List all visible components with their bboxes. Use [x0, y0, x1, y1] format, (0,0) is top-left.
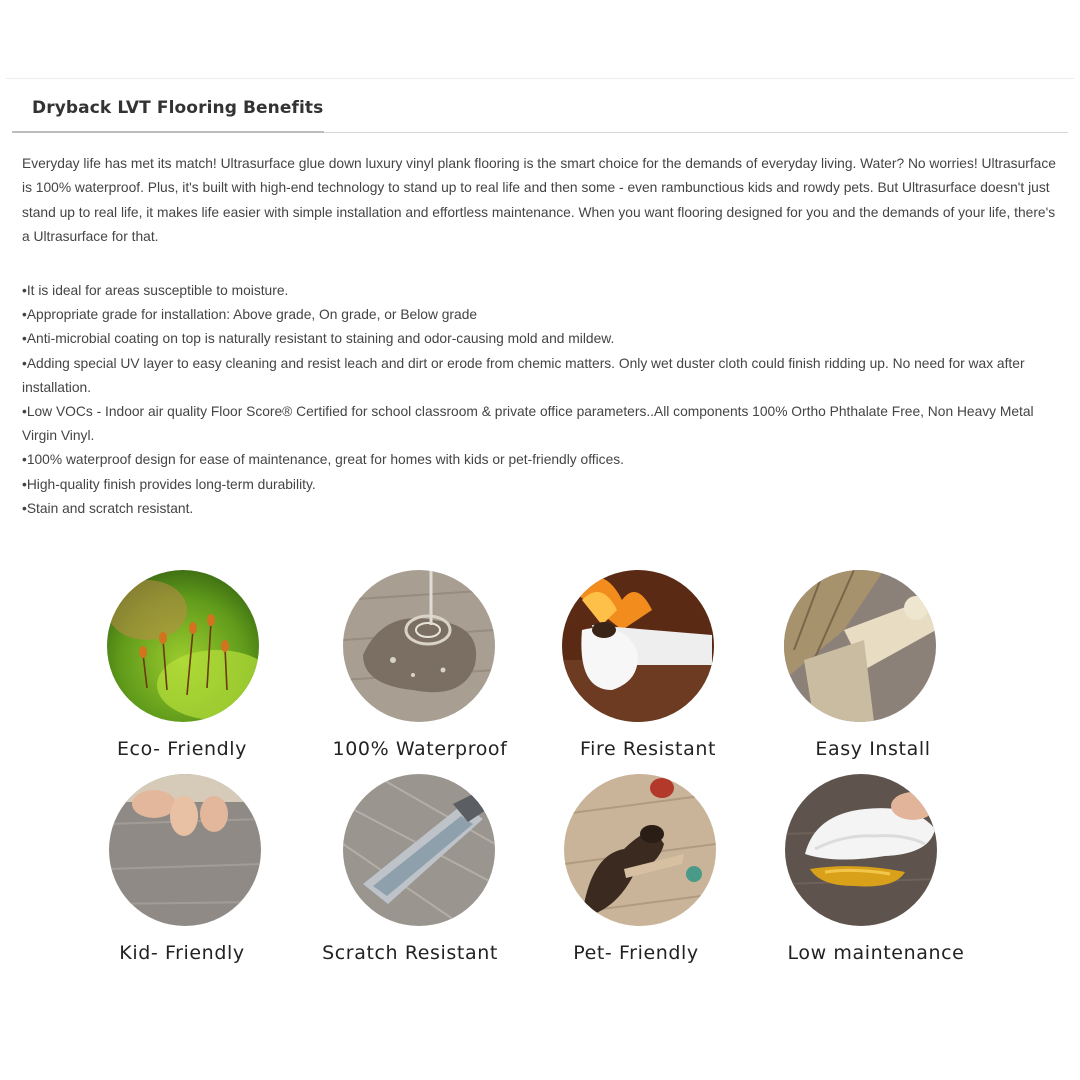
baby-feet-photo [109, 774, 261, 926]
burning-plank-photo [562, 570, 714, 722]
header-underline-accent [12, 131, 324, 133]
benefit-item: •Low VOCs - Indoor air quality Floor Score® Certified for school classroom & private office parameters..All components 100% Ortho Phthalate Free, Non Heavy Metal Virgin Vinyl. [22, 404, 1034, 444]
benefit-item: •High-quality finish provides long-term durability. [22, 476, 316, 492]
benefit-item: •Stain and scratch resistant. [22, 500, 194, 516]
feature-label: Kid- Friendly [119, 942, 245, 964]
feature-label: Fire Resistant [579, 738, 717, 760]
feature-label: 100% Waterproof [332, 738, 508, 760]
water-splash-photo [343, 570, 495, 722]
feature-label: Pet- Friendly [573, 942, 699, 964]
feature-label: Easy Install [815, 738, 931, 760]
feature-label: Low maintenance [787, 942, 965, 964]
feature-label: Scratch Resistant [322, 942, 498, 964]
feature-label: Eco- Friendly [116, 738, 248, 760]
product-description: Everyday life has met its match! Ultrasurface glue down luxury vinyl plank flooring is the smart choice for the demands of everyday living. Water? No worries! Ultrasurface is 100% waterproof. Plus, it's built with high-end technology to stand up to real life and then some - even rambunctious kids and rowdy pets. But Ultrasurface doesn't just stand up to real life, it makes life easier with simple installation and effortless maintenance. When you want flooring designed for you and the demands of your life, there's a Ultrasurface for that. [22, 156, 1056, 244]
benefit-item: •Anti-microbial coating on top is naturally resistant to staining and odor-causing mold and mildew. [22, 331, 615, 347]
benefit-item: •100% waterproof design for ease of maintenance, great for homes with kids or pet-friendly offices. [22, 452, 624, 468]
section-header [12, 84, 1068, 134]
benefit-list [22, 279, 1062, 521]
dog-on-floor-photo [564, 774, 716, 926]
benefit-item: •It is ideal for areas susceptible to moisture. [22, 283, 289, 298]
section-title: Dryback LVT Flooring Benefits [32, 98, 324, 118]
benefit-item: •Adding special UV layer to easy cleaning and resist leach and dirt or erode from chemic matters. Only wet duster cloth could finish ridding up. No need for wax after installation. [22, 355, 1025, 395]
top-divider [6, 78, 1074, 79]
click-lock-plank-photo [784, 570, 936, 722]
benefit-item: •Appropriate grade for installation: Above grade, On grade, or Below grade [22, 307, 478, 323]
utility-knife-photo [343, 774, 495, 926]
moss-sprouts-photo [107, 570, 259, 722]
cloth-wiping-spill-photo [785, 774, 937, 926]
